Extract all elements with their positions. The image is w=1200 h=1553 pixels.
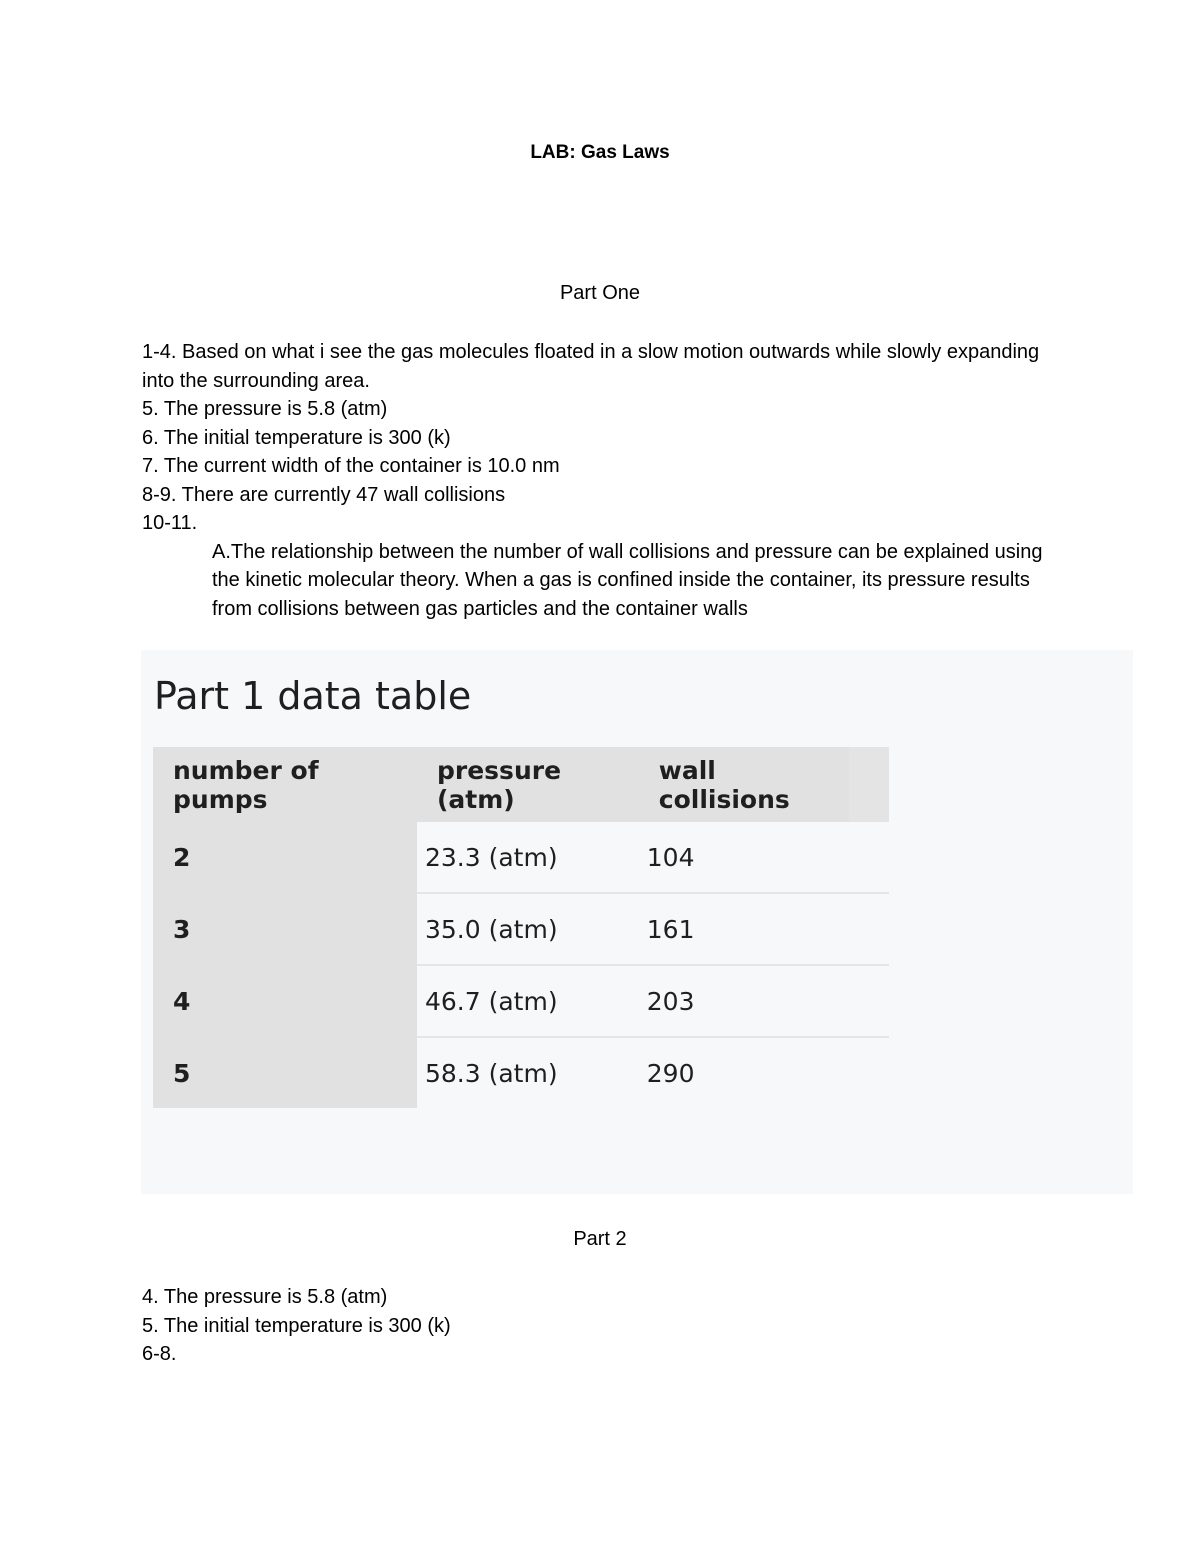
cell-pumps: 4 (153, 965, 417, 1037)
answer-paragraph-a: A.The relationship between the number of wall collisions and pressure can be explained using the kinetic molecular theory. When a gas is confined inside the container, its pressure results from collisions between gas particles and the container walls (212, 540, 1043, 620)
answer-line: 4. The pressure is 5.8 (atm) (142, 1286, 388, 1308)
answer-line: 10-11. (142, 512, 198, 534)
part-two-answers (142, 1283, 1062, 1369)
cell-pressure: 46.7 (atm) (417, 965, 639, 1037)
header-number-of-pumps: number of pumps (153, 747, 417, 822)
cell-spacer (849, 965, 889, 1037)
table-caption: Part 1 data table (154, 674, 472, 718)
part-one-heading: Part One (559, 282, 641, 304)
cell-pumps: 3 (153, 893, 417, 965)
cell-pressure: 58.3 (atm) (425, 1058, 558, 1088)
cell-spacer (849, 893, 889, 965)
cell-collisions: 161 (639, 893, 849, 965)
cell-collisions: 104 (639, 822, 849, 893)
answer-line: 1-4. Based on what i see the gas molecules floated in a slow motion outwards while slowly expanding into the surrounding area. (142, 341, 1040, 392)
part-two-heading: Part 2 (573, 1228, 627, 1250)
table-row (153, 1037, 889, 1108)
answer-line: 5. The initial temperature is 300 (k) (142, 1314, 451, 1337)
table-row (153, 893, 889, 965)
cell-spacer (849, 1037, 889, 1108)
data-table-screenshot (141, 650, 1133, 1194)
cell-collisions: 290 (646, 1058, 695, 1088)
document-title: LAB: Gas Laws (530, 142, 670, 163)
cell-pumps: 2 (153, 822, 417, 893)
header-pressure: pressure (atm) (417, 747, 639, 822)
part-one-data-table (153, 747, 889, 1108)
answer-line: 6. The initial temperature is 300 (k) (142, 426, 451, 449)
table-row (153, 965, 889, 1037)
header-wall-collisions: wall collisions (639, 747, 849, 822)
answer-line: 7. The current width of the container is 10.0 nm (142, 455, 560, 477)
cell-pressure: 35.0 (atm) (417, 893, 639, 965)
cell-pressure: 23.3 (atm) (417, 822, 639, 893)
part-one-answers (142, 338, 1062, 623)
header-spacer (849, 747, 889, 822)
table-header-row (153, 747, 889, 822)
cell-spacer (849, 822, 889, 893)
answer-line: 5. The pressure is 5.8 (atm) (142, 398, 388, 420)
cell-pumps: 5 (153, 1037, 417, 1108)
cell-collisions: 203 (639, 965, 849, 1037)
table-row (153, 822, 889, 893)
answer-line: 8-9. There are currently 47 wall collisions (142, 483, 506, 506)
answer-line: 6-8. (142, 1343, 177, 1365)
